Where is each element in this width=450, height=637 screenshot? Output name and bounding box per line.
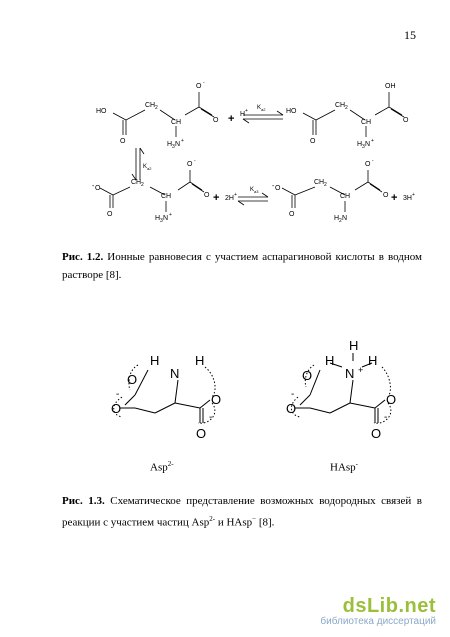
figure-1-3-caption-label: Рис. 1.3.: [62, 495, 105, 507]
svg-text:K: K: [250, 187, 255, 193]
svg-text:O: O: [302, 368, 313, 383]
svg-text:3: 3: [362, 144, 365, 150]
svg-text:HO: HO: [96, 108, 107, 115]
figure-1-2-caption-label: Рис. 1.2.: [62, 251, 104, 263]
svg-text:H: H: [357, 141, 363, 148]
svg-text:N: N: [175, 141, 181, 148]
svg-text:-: -: [372, 158, 374, 164]
svg-text:3: 3: [172, 144, 175, 150]
svg-text:-: -: [203, 80, 205, 86]
svg-text:O: O: [204, 192, 210, 199]
svg-text:CH: CH: [145, 102, 156, 109]
svg-text:O: O: [383, 192, 389, 199]
svg-text:N: N: [345, 366, 355, 381]
svg-text:2: 2: [339, 218, 342, 224]
svg-text:+: +: [358, 365, 364, 375]
svg-text:CH: CH: [171, 119, 182, 126]
svg-text:H: H: [155, 215, 161, 222]
svg-text:H: H: [368, 353, 378, 368]
svg-text:O: O: [371, 426, 382, 441]
svg-text:O: O: [187, 161, 193, 168]
svg-text:2H: 2H: [225, 195, 234, 202]
svg-text:CH: CH: [131, 179, 142, 186]
watermark: [320, 595, 436, 627]
figure-1-3-caption-part3: [8].: [256, 516, 275, 529]
asp-label-text: Asp: [150, 461, 168, 474]
svg-text:H: H: [167, 141, 173, 148]
svg-text:3: 3: [160, 218, 163, 224]
svg-text:HO: HO: [286, 108, 297, 115]
svg-text:OH: OH: [385, 83, 396, 90]
svg-text:-: -: [92, 183, 95, 190]
svg-text:a3: a3: [254, 189, 259, 194]
svg-text:+: +: [245, 108, 248, 114]
svg-text:CH: CH: [340, 193, 351, 200]
hasp-label: [330, 460, 358, 474]
svg-text:O: O: [403, 117, 409, 124]
svg-text:O: O: [310, 138, 316, 145]
svg-text:O: O: [289, 211, 295, 218]
figure-1-3-scheme: [0, 335, 450, 455]
svg-text:O: O: [211, 392, 222, 407]
svg-text:2: 2: [141, 182, 144, 188]
svg-text:a2: a2: [261, 107, 266, 112]
svg-text:a2: a2: [147, 166, 152, 171]
svg-text:O: O: [275, 185, 281, 192]
svg-text:+: +: [169, 212, 172, 218]
svg-text:-: -: [272, 183, 275, 190]
hasp-label-charge: -: [355, 460, 359, 468]
svg-text:-: -: [116, 389, 120, 400]
svg-text:CH: CH: [361, 119, 372, 126]
watermark-sub: библиотека диссертаций: [320, 616, 436, 627]
svg-text:2: 2: [155, 105, 158, 111]
svg-text:+: +: [228, 113, 235, 125]
figure-1-2-caption: [62, 248, 422, 284]
svg-text:H: H: [334, 215, 340, 222]
svg-text:+: +: [181, 138, 184, 144]
watermark-main: dsLib.net: [342, 595, 436, 617]
svg-text:O: O: [127, 372, 138, 387]
svg-text:+: +: [213, 192, 220, 204]
svg-text:-: -: [209, 412, 213, 423]
figure-1-3-caption-part1: Схематическое представление возможных водородных связей в реакции с участием частиц Asp: [62, 495, 422, 529]
svg-text:H: H: [349, 338, 359, 353]
svg-text:+: +: [391, 192, 398, 204]
svg-text:H: H: [240, 111, 246, 118]
svg-text:CH: CH: [335, 102, 346, 109]
svg-text:K: K: [143, 164, 148, 170]
svg-text:O: O: [196, 83, 202, 90]
svg-text:2: 2: [324, 182, 327, 188]
figure-1-3-caption: [62, 492, 422, 532]
svg-text:2: 2: [345, 105, 348, 111]
svg-text:+: +: [234, 192, 237, 198]
svg-text:N: N: [170, 366, 180, 381]
asp-label: [150, 460, 174, 474]
page-number: 15: [404, 28, 416, 42]
svg-text:N: N: [342, 215, 348, 222]
svg-text:CH: CH: [161, 193, 172, 200]
figure-1-2-caption-text: Ионные равновесия с участием аспарагиновой кислоты в водном растворе [8].: [62, 251, 422, 281]
svg-text:-: -: [194, 158, 196, 164]
svg-text:CH: CH: [314, 179, 325, 186]
svg-text:O: O: [213, 117, 219, 124]
svg-text:N: N: [365, 141, 371, 148]
svg-text:H: H: [150, 353, 160, 368]
svg-text:O: O: [111, 401, 122, 416]
svg-text:3H: 3H: [403, 195, 412, 202]
svg-text:O: O: [95, 185, 101, 192]
hasp-label-text: HAsp: [330, 461, 356, 474]
svg-text:N: N: [163, 215, 169, 222]
figure-1-3-caption-sup2: −: [252, 515, 257, 523]
svg-text:H: H: [195, 353, 205, 368]
svg-text:-: -: [291, 389, 295, 400]
figure-1-3-caption-part2: и HAsp: [215, 516, 253, 529]
svg-text:+: +: [412, 192, 415, 198]
asp-label-charge: 2-: [167, 460, 174, 468]
svg-text:O: O: [365, 161, 371, 168]
svg-text:O: O: [107, 211, 113, 218]
svg-text:O: O: [386, 392, 397, 407]
svg-text:H: H: [325, 353, 335, 368]
svg-text:O: O: [286, 401, 297, 416]
svg-text:+: +: [371, 138, 374, 144]
svg-text:K: K: [257, 105, 262, 111]
svg-text:O: O: [196, 426, 207, 441]
figure-1-3-caption-sup1: 2-: [209, 515, 216, 523]
svg-text:O: O: [120, 138, 126, 145]
svg-text:-: -: [384, 412, 388, 423]
